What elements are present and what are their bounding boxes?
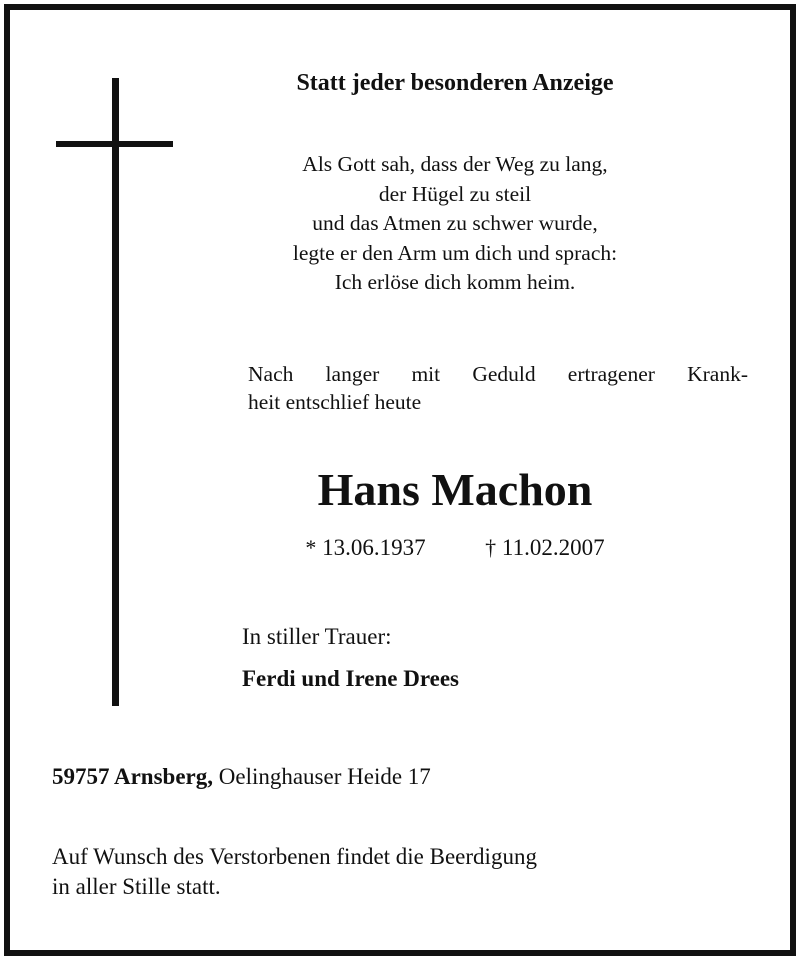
- poem-line: und das Atmen zu schwer wurde,: [312, 211, 598, 235]
- death-dagger-icon: †: [485, 535, 497, 560]
- life-dates: [150, 533, 760, 563]
- poem-line: Ich erlöse dich komm heim.: [334, 270, 576, 294]
- address-city: 59757 Arnsberg,: [52, 764, 213, 789]
- poem: [150, 150, 760, 298]
- birth-star-icon: *: [305, 535, 317, 560]
- poem-line: der Hügel zu steil: [378, 181, 532, 206]
- mourning-label: In stiller Trauer:: [242, 624, 392, 649]
- funeral-line: in aller Stille statt.: [52, 874, 221, 899]
- funeral-note: [52, 842, 537, 902]
- funeral-line: Auf Wunsch des Verstorbenen findet die Beerdigung: [52, 844, 537, 869]
- mourners-names: Ferdi und Irene Drees: [242, 666, 459, 691]
- cross-icon-crossbar: [56, 141, 173, 147]
- address-street: Oelinghauser Heide 17: [218, 764, 431, 789]
- poem-line: Als Gott sah, dass der Weg zu lang,: [302, 152, 608, 176]
- announcement-line: heit entschlief heute: [248, 390, 422, 414]
- deceased-name: Hans Machon: [317, 464, 593, 515]
- announcement-line: Nach langer mit Geduld ertragener Krank-: [248, 362, 748, 386]
- address: [52, 762, 431, 792]
- notice-heading: Statt jeder besonderen Anzeige: [296, 70, 614, 96]
- death-announcement: [248, 360, 748, 416]
- birth-date: 13.06.1937: [322, 535, 426, 560]
- poem-line: legte er den Arm um dich und sprach:: [292, 240, 618, 265]
- cross-icon: [112, 78, 119, 706]
- death-date: 11.02.2007: [501, 535, 605, 560]
